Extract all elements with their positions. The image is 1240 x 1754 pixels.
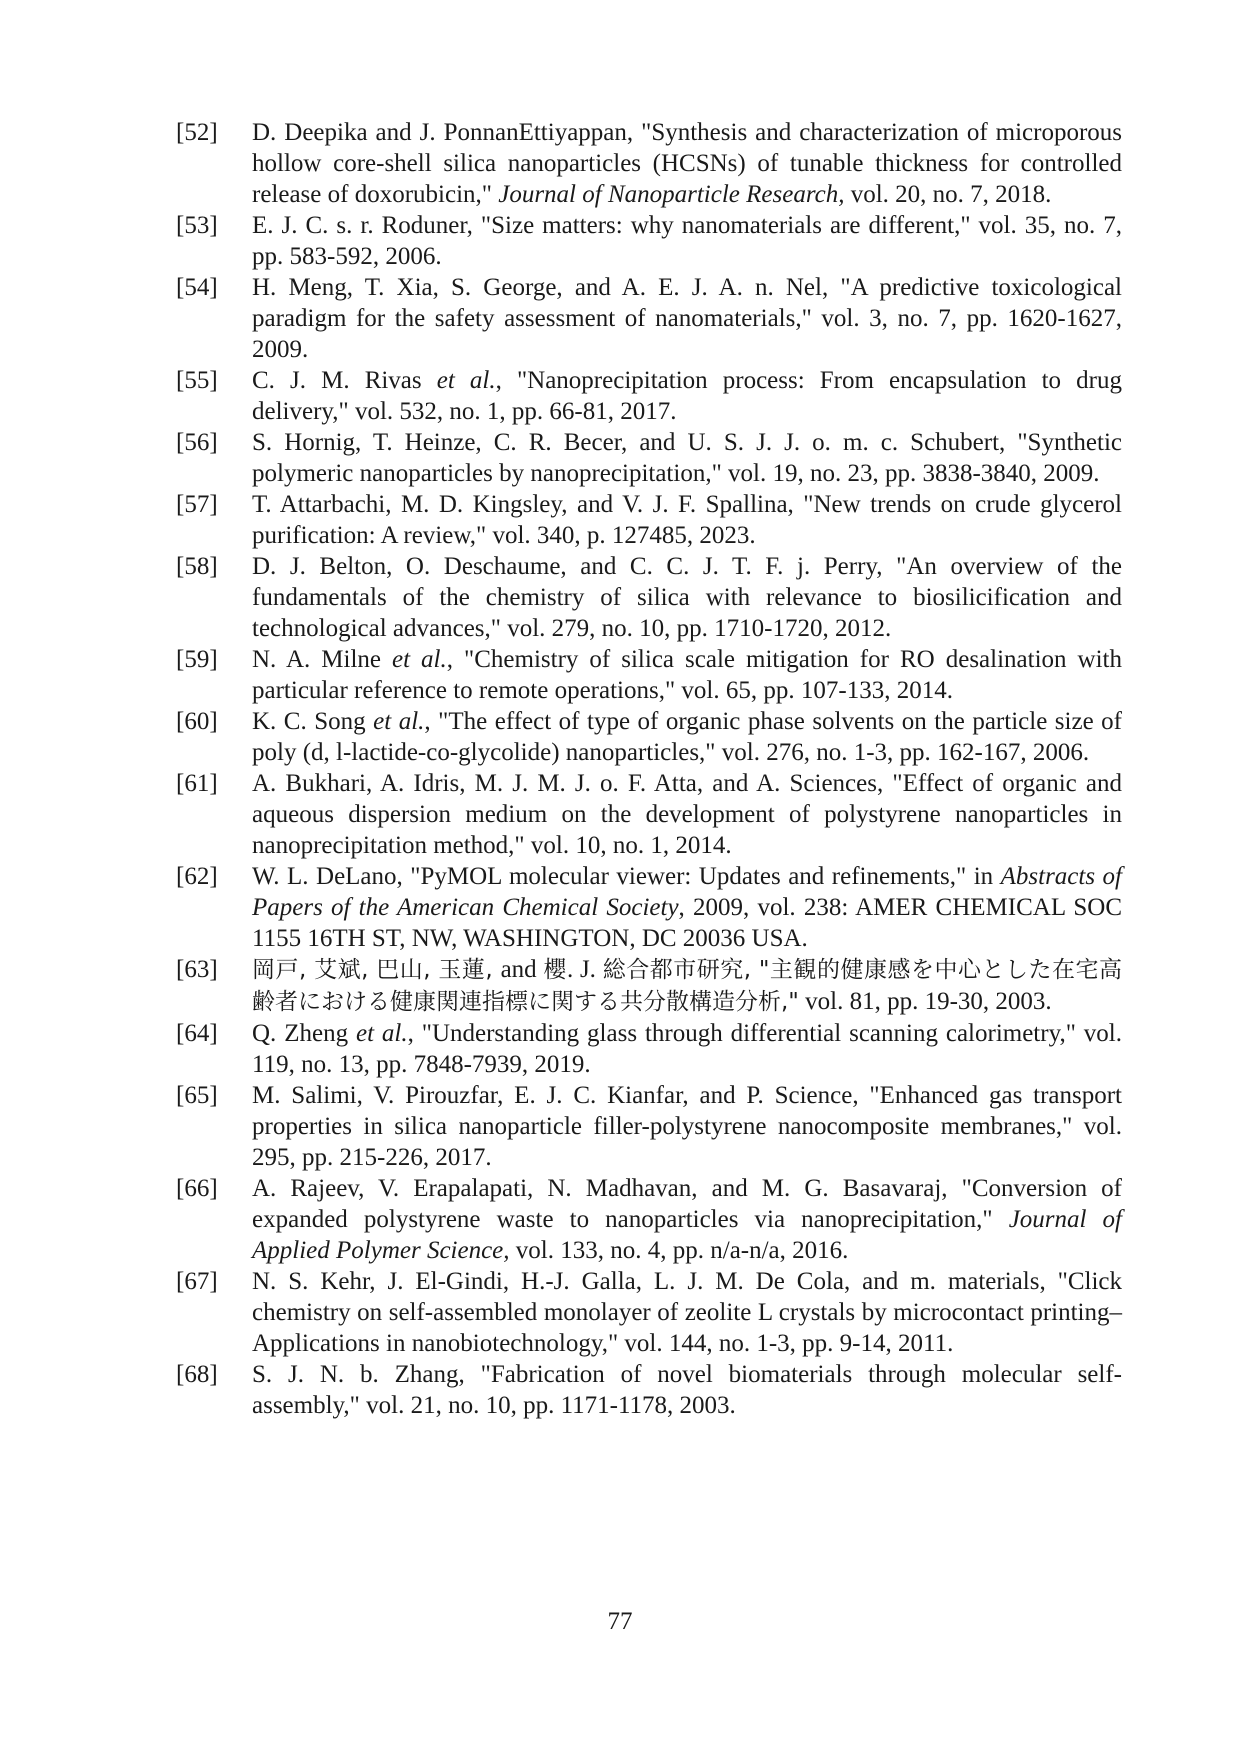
reference-entry: [176, 551, 1122, 644]
reference-segment: , "Nanoprecipitation process: From encapsulation to drug delivery," vol. 532, no. 1, pp. 66-81, 2017.: [252, 367, 1122, 425]
reference-italic-segment: Journal of Nanoparticle Research,: [498, 181, 845, 208]
reference-number: [58]: [176, 553, 218, 580]
reference-text: [252, 1173, 1122, 1266]
reference-entry: [176, 1173, 1122, 1266]
reference-number: [65]: [176, 1082, 218, 1109]
reference-text: [252, 272, 1122, 365]
reference-entry: [176, 1080, 1122, 1173]
reference-entry: [176, 427, 1122, 489]
reference-segment: 総合都市研究, "主観的健康感を中心とした在宅高齢者における健康関連指標に関する共分散構造分析,": [252, 957, 1123, 1015]
reference-segment: , "The effect of type of organic phase solvents on the particle size of poly (d, l-lactide-co-glycolide) nanoparticles," vol. 276, no. 1-3, pp. 162-167, 2006.: [252, 708, 1122, 766]
reference-entry: [176, 489, 1122, 551]
reference-segment: A. Bukhari, A. Idris, M. J. M. J. o. F. Atta, and A. Sciences, "Effect of organic and aqueous dispersion medium on the development of polystyrene nanoparticles in nanoprecipitation method," vol. 10, no. 1, 2014.: [252, 770, 1122, 859]
reference-text: [252, 1266, 1122, 1359]
reference-text: [252, 489, 1122, 551]
reference-segment: M. Salimi, V. Pirouzfar, E. J. C. Kianfar, and P. Science, "Enhanced gas transport properties in silica nanoparticle filler-polystyrene nanocomposite membranes," vol. 295, pp. 215-226, 2017.: [252, 1082, 1122, 1171]
reference-italic-segment: et al.: [392, 646, 447, 673]
reference-entry: [176, 1359, 1122, 1421]
reference-number: [63]: [176, 956, 218, 983]
reference-segment: Q. Zheng: [252, 1020, 356, 1047]
reference-entry: [176, 210, 1122, 272]
reference-number: [62]: [176, 863, 218, 890]
reference-number: [60]: [176, 708, 218, 735]
reference-text: [252, 1359, 1122, 1421]
reference-segment: 岡戸, 艾斌, 巴山, 玉蓮,: [252, 957, 501, 983]
reference-number: [57]: [176, 491, 218, 518]
reference-entry: [176, 954, 1122, 1018]
reference-number: [54]: [176, 274, 218, 301]
reference-italic-segment: Abstracts of Papers of the American Chemical Society: [252, 863, 1122, 921]
reference-segment: H. Meng, T. Xia, S. George, and A. E. J. A. n. Nel, "A predictive toxicological paradigm for the safety assessment of nanomaterials," vol. 3, no. 7, pp. 1620-1627, 2009.: [252, 274, 1122, 363]
reference-segment: vol. 20, no. 7, 2018.: [844, 181, 1052, 208]
reference-segment: , 2009, vol. 238: AMER CHEMICAL SOC 1155 16TH ST, NW, WASHINGTON, DC 20036 USA.: [252, 894, 1122, 952]
reference-segment: K. C. Song: [252, 708, 374, 735]
reference-segment: N. A. Milne: [252, 646, 392, 673]
reference-segment: vol. 133, no. 4, pp. n/a-n/a, 2016.: [509, 1237, 849, 1264]
reference-text: [252, 117, 1122, 210]
reference-text: [252, 768, 1122, 861]
reference-entry: [176, 272, 1122, 365]
reference-segment: W. L. DeLano, "PyMOL molecular viewer: Updates and refinements," in: [252, 863, 1001, 890]
reference-number: [52]: [176, 119, 218, 146]
reference-text: [252, 1080, 1122, 1173]
reference-italic-segment: et al.: [436, 367, 496, 394]
reference-list: [176, 117, 1122, 1421]
reference-segment: C. J. M. Rivas: [252, 367, 437, 394]
reference-number: [61]: [176, 770, 218, 797]
reference-entry: [176, 365, 1122, 427]
reference-segment: vol. 81, pp. 19-30, 2003.: [798, 988, 1052, 1015]
reference-text: [252, 1018, 1122, 1080]
reference-entry: [176, 861, 1122, 954]
reference-text: [252, 210, 1122, 272]
reference-segment: D. J. Belton, O. Deschaume, and C. C. J. T. F. j. Perry, "An overview of the fundamentals of the chemistry of silica with relevance to biosilicification and technological advances," vol. 279, no. 10, pp. 1710-1720, 2012.: [252, 553, 1122, 642]
reference-entry: [176, 117, 1122, 210]
reference-text: [252, 427, 1122, 489]
reference-text: [252, 644, 1122, 706]
reference-segment: , "Understanding glass through differential scanning calorimetry," vol. 119, no. 13, pp. 7848-7939, 2019.: [252, 1020, 1122, 1078]
reference-segment: A. Rajeev, V. Erapalapati, N. Madhavan, and M. G. Basavaraj, "Conversion of expanded polystyrene waste to nanoparticles via nanoprecipitation,": [252, 1175, 1122, 1233]
reference-text: [252, 706, 1122, 768]
reference-italic-segment: Journal of Applied Polymer Science,: [252, 1206, 1122, 1264]
reference-number: [64]: [176, 1020, 218, 1047]
reference-number: [56]: [176, 429, 218, 456]
reference-entry: [176, 644, 1122, 706]
reference-segment: S. Hornig, T. Heinze, C. R. Becer, and U. S. J. J. o. m. c. Schubert, "Synthetic polymeric nanoparticles by nanoprecipitation," vol. 19, no. 23, pp. 3838-3840, 2009.: [252, 429, 1122, 487]
reference-segment: D. Deepika and J. PonnanEttiyappan, "Synthesis and characterization of microporous hollow core-shell silica nanoparticles (HCSNs) of tunable thickness for controlled release of doxorubicin,": [252, 119, 1122, 208]
reference-number: [55]: [176, 367, 218, 394]
reference-entry: [176, 1266, 1122, 1359]
reference-number: [67]: [176, 1268, 218, 1295]
reference-number: [66]: [176, 1175, 218, 1202]
reference-italic-segment: et al.: [373, 708, 425, 735]
reference-segment: and: [500, 956, 544, 983]
reference-segment: 櫻: [543, 957, 567, 983]
reference-entry: [176, 1018, 1122, 1080]
reference-segment: S. J. N. b. Zhang, "Fabrication of novel biomaterials through molecular self-assembly," vol. 21, no. 10, pp. 1171-1178, 2003.: [252, 1361, 1122, 1419]
reference-segment: E. J. C. s. r. Roduner, "Size matters: why nanomaterials are different," vol. 35, no. 7, pp. 583-592, 2006.: [252, 212, 1122, 270]
reference-text: [252, 365, 1122, 427]
reference-segment: . J.: [566, 956, 603, 983]
reference-number: [53]: [176, 212, 218, 239]
reference-entry: [176, 768, 1122, 861]
reference-italic-segment: et al.: [355, 1020, 408, 1047]
reference-text: [252, 551, 1122, 644]
reference-number: [68]: [176, 1361, 218, 1388]
reference-segment: N. S. Kehr, J. El-Gindi, H.-J. Galla, L. J. M. De Cola, and m. materials, "Click chemistry on self-assembled monolayer of zeolite L crystals by microcontact printing–Applications in nanobiotechnology," vol. 144, no. 1-3, pp. 9-14, 2011.: [252, 1268, 1122, 1357]
reference-number: [59]: [176, 646, 218, 673]
reference-segment: , "Chemistry of silica scale mitigation for RO desalination with particular reference to remote operations," vol. 65, pp. 107-133, 2014.: [252, 646, 1122, 704]
page-number: 77: [607, 1608, 633, 1635]
reference-entry: [176, 706, 1122, 768]
reference-text: [252, 954, 1122, 1018]
reference-text: [252, 861, 1122, 954]
reference-segment: T. Attarbachi, M. D. Kingsley, and V. J. F. Spallina, "New trends on crude glycerol purification: A review," vol. 340, p. 127485, 2023.: [252, 491, 1122, 549]
